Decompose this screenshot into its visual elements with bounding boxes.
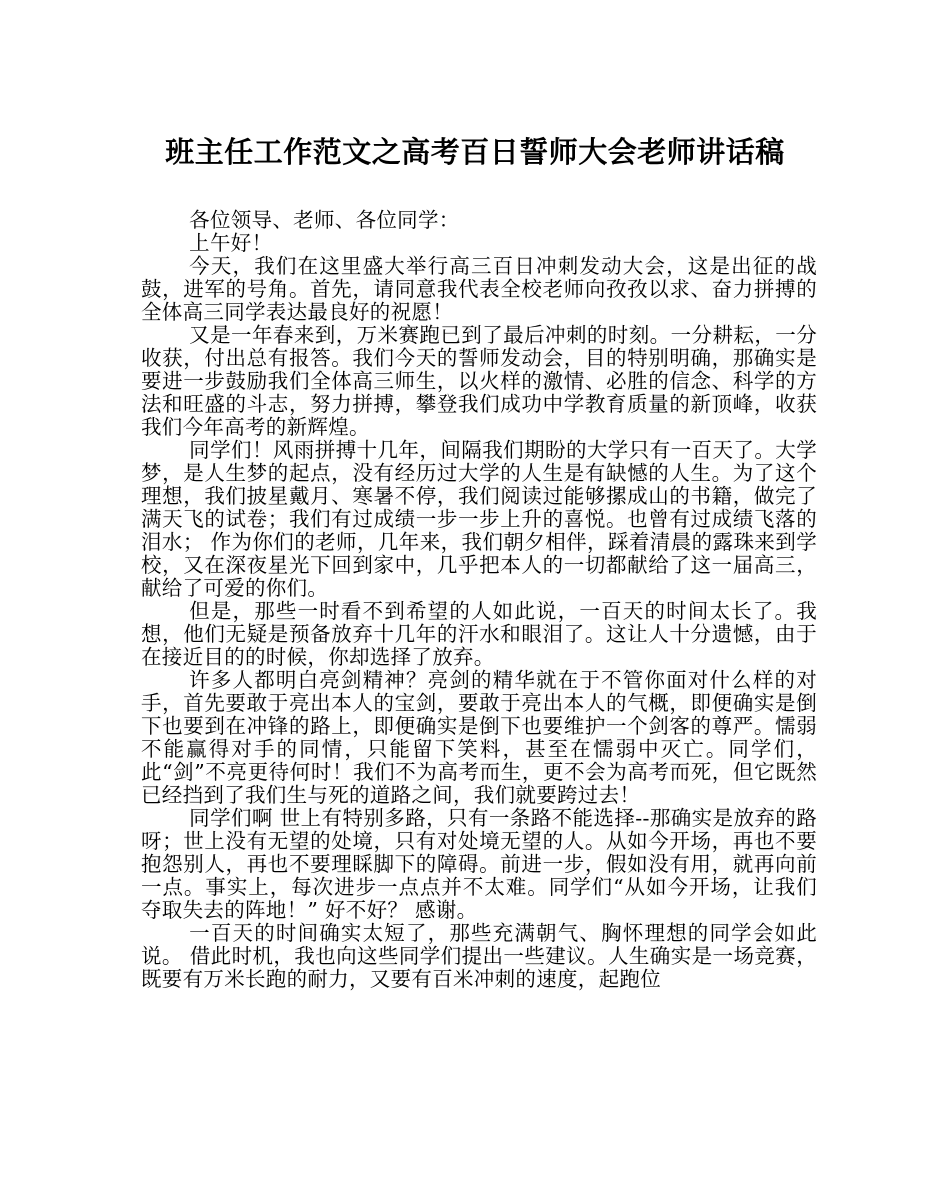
paragraph-greeting: 上午好！ [189,231,273,255]
paragraph-salutation: 各位领导、老师、各位同学： [189,208,460,232]
paragraph: 一百天的时间确实太短了，那些充满朝气、胸怀理想的同学会如此说。 借此时机，我也向这些同学们提出一些建议。人生确实是一场竞赛，既要有万米长跑的耐力，又要有百米冲刺的速度，起跑位 [141,921,817,991]
document-title: 班主任工作范文之高考百日誓师大会老师讲话稿 [165,135,785,169]
paragraph: 但是，那些一时看不到希望的人如此说，一百天的时间太长了。我想，他们无疑是预备放弃十几年的汗水和眼泪了。这让人十分遗憾，由于在接近目的的时候，你却选择了放弃。 [141,599,817,669]
paragraph: 许多人都明白亮剑精神？亮剑的精华就在于不管你面对什么样的对手，首先要敢于亮出本人的宝剑，要敢于亮出本人的气概，即便确实是倒下也要到在冲锋的路上，即便确实是倒下也要维护一个剑客的尊严。懦弱不能赢得对手的同情，只能留下笑料，甚至在懦弱中灭亡。同学们，此“剑”不亮更待何时！我们不为高考而生，更不会为高考而死，但它既然已经挡到了我们生与死的道路之间，我们就要跨过去！ [141,668,817,807]
paragraph: 同学们啊 世上有特别多路，只有一条路不能选择--那确实是放弃的路呀；世上没有无望的处境，只有对处境无望的人。从如今开场，再也不要抱怨别人，再也不要理睬脚下的障碍。前进一步，假如没有用，就再向前一点。事实上，每次进步一点点并不太难。同学们“从如今开场，让我们夺取失去的阵地！” 好不好？ 感谢。 [141,806,817,922]
paragraph: 同学们！风雨拼搏十几年，间隔我们期盼的大学只有一百天了。大学梦，是人生梦的起点，没有经历过大学的人生是有缺憾的人生。为了这个理想，我们披星戴月、寒暑不停，我们阅读过能够摞成山的书籍，做完了满天飞的试卷；我们有过成绩一步一步上升的喜悦。也曾有过成绩飞落的泪水； 作为你们的老师，几年来，我们朝夕相伴，踩着清晨的露珠来到学校，又在深夜星光下回到家中，几乎把本人的一切都献给了这一届高三，献给了可爱的你们。 [141,438,817,600]
paragraph: 今天，我们在这里盛大举行高三百日冲刺发动大会，这是出征的战鼓，进军的号角。首先，请同意我代表全校老师向孜孜以求、奋力拼搏的全体高三同学表达最良好的祝愿！ [141,254,817,324]
document-body [141,209,817,991]
paragraph: 又是一年春来到，万米赛跑已到了最后冲刺的时刻。一分耕耘，一分收获，付出总有报答。我们今天的誓师发动会，目的特别明确，那确实是要进一步鼓励我们全体高三师生，以火样的激情、必胜的信念、科学的方法和旺盛的斗志，努力拼搏，攀登我们成功中学教育质量的新顶峰，收获我们今年高考的新辉煌。 [141,323,817,439]
